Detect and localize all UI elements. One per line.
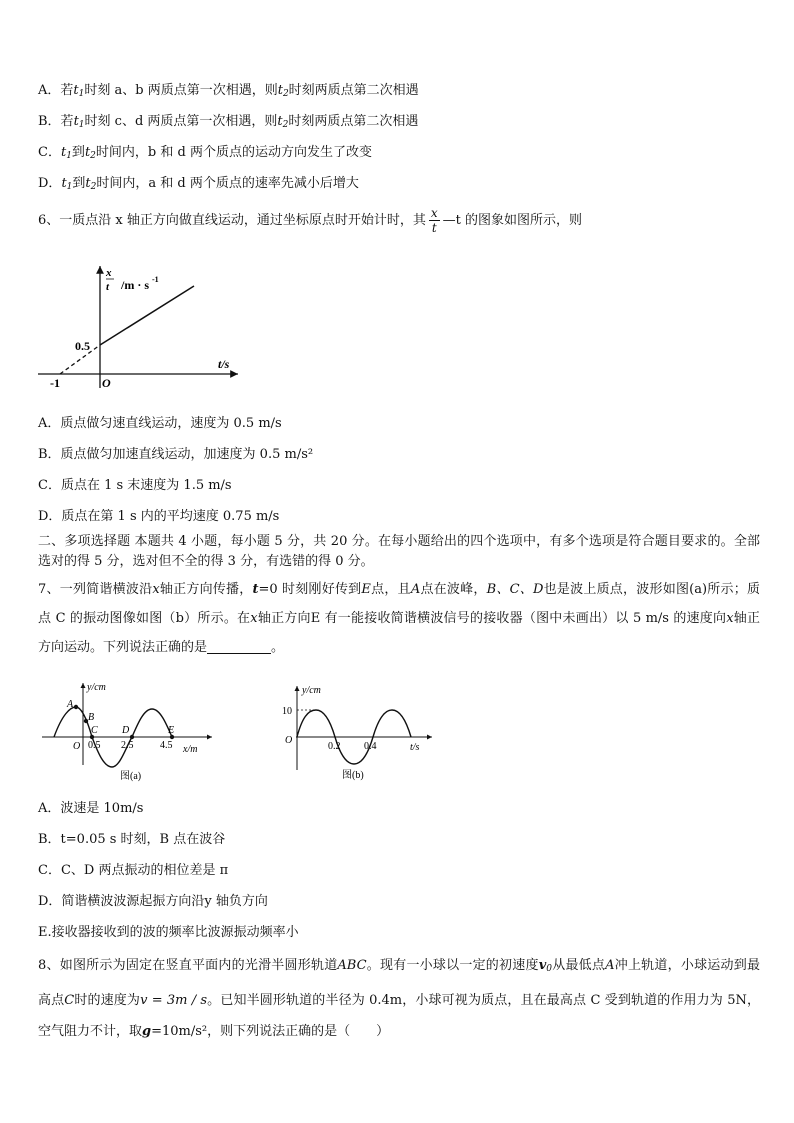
q7b-origin: O <box>285 735 293 746</box>
q6-option-c: C．质点在 1 s 末速度为 1.5 m/s <box>38 478 232 493</box>
q6-data-line <box>100 286 194 345</box>
q6-stem: 6、一质点沿 x 轴正方向做直线运动，通过坐标原点时开始计时，其 $\frac{x}{t}$ —t 的图象如图所示，则 <box>38 206 583 235</box>
q7a-label-a: A <box>67 699 74 710</box>
q7a-label-e: E <box>168 725 175 736</box>
q7b-x-label: t/s <box>410 742 420 753</box>
q7-option-c: C．C、D 两点振动的相位差是 π <box>38 863 229 878</box>
q7-option-e: E.接收器接收到的波的频率比波源振动频率小 <box>38 925 299 940</box>
q6-y-unit: /m · s <box>121 278 150 292</box>
q5-option-d: D．$t_1$到$t_2$时间内，a 和 d 两个质点的速率先减小后增大 <box>38 176 359 192</box>
q6-option-a: A．质点做匀速直线运动，速度为 0.5 m/s <box>38 416 282 431</box>
q7a-tick-2: 2.5 <box>121 740 134 751</box>
q7a-point-d <box>130 735 134 739</box>
q7a-label-c: C <box>91 725 98 736</box>
q7a-tick-1: 0.5 <box>88 740 101 751</box>
q6-y-tick: 0.5 <box>75 339 90 353</box>
q6-option-b: B．质点做匀加速直线运动，加速度为 0.5 m/s² <box>38 447 314 462</box>
q6-origin: O <box>102 376 111 390</box>
q7b-tick-1: 0.2 <box>328 741 341 752</box>
q6-option-d: D．质点在第 1 s 内的平均速度 0.75 m/s <box>38 509 280 524</box>
q7-option-a: A．波速是 10m/s <box>38 801 144 816</box>
q5-option-a: A．若$t_1$时刻 a、b 两质点第一次相遇，则$t_2$时刻两质点第二次相遇 <box>38 83 419 99</box>
q7a-label-d: D <box>122 725 130 736</box>
q7-answer-blank <box>207 639 271 654</box>
q7-stem: 7、一列简谐横波沿x轴正方向传播，t=0 时刻刚好传到E点，且A点在波峰，B、C、D也是波上质点，波形如图(a)所示；质点 C 的振动图像如图（b）所示。在x轴正方向E 有一能接收简谐横波信号的接收器（图中未画出）以 5 m/s 的速度向x轴正方向运动。下列说法正确的是 。 <box>38 582 760 655</box>
q7-option-d: D．简谐横波波源起振方向沿y 轴负方向 <box>38 894 268 909</box>
q7a-origin: O <box>73 741 81 752</box>
q7b-tick-2: 0.4 <box>364 741 377 752</box>
q7-graph-b <box>280 680 440 785</box>
q7a-x-label: x/m <box>183 744 198 755</box>
q7b-caption: 图(b) <box>342 770 364 781</box>
q7a-tick-3: 4.5 <box>160 740 173 751</box>
q8-stem: 8、如图所示为固定在竖直平面内的光滑半圆形轨道ABC。现有一小球以一定的初速度$v_0$从最低点A冲上轨道，小球运动到最高点C时的速度为v = 3m / s。已知半圆形轨道的半径为 0.4m，小球可视为质点，且在最高点 C 受到轨道的作用力为 5N，空气阻力不计，取g=10m/s²，则下列说法正确的是（ ） <box>38 958 760 1039</box>
q6-x-label: t/s <box>218 357 230 371</box>
q7a-y-label: y/cm <box>87 682 106 693</box>
q7a-caption: 图(a) <box>120 771 142 782</box>
q6-x-tick: -1 <box>50 376 60 390</box>
q7b-amp: 10 <box>282 706 292 717</box>
section2-instructions: 二、多项选择题 本题共 4 小题，每小题 5 分，共 20 分。在每小题给出的四个选项中，有多个选项是符合题目要求的。全部选对的得 5 分，选对但不全的得 3 分，有选错的得 0 分。 <box>38 534 760 569</box>
q6-y-label-num: x <box>106 267 112 279</box>
q7-option-b: B．t=0.05 s 时刻，B 点在波谷 <box>38 832 226 847</box>
q7b-y-label: y/cm <box>302 685 321 696</box>
q6-y-label-den: t <box>106 281 110 293</box>
q5-option-c: C．$t_1$到$t_2$时间内，b 和 d 两个质点的运动方向发生了改变 <box>38 145 372 161</box>
q7a-label-b: B <box>88 712 95 723</box>
q6-graph <box>38 256 248 396</box>
q6-stem-fraction: $\frac{x}{t}$ <box>430 206 438 235</box>
q5-option-b: B．若$t_1$时刻 c、d 两质点第一次相遇，则$t_2$时刻两质点第二次相遇 <box>38 114 419 130</box>
q7-graph-a <box>40 675 220 785</box>
q7a-point-a <box>74 705 78 709</box>
q6-y-unit-exp: -1 <box>152 275 159 284</box>
